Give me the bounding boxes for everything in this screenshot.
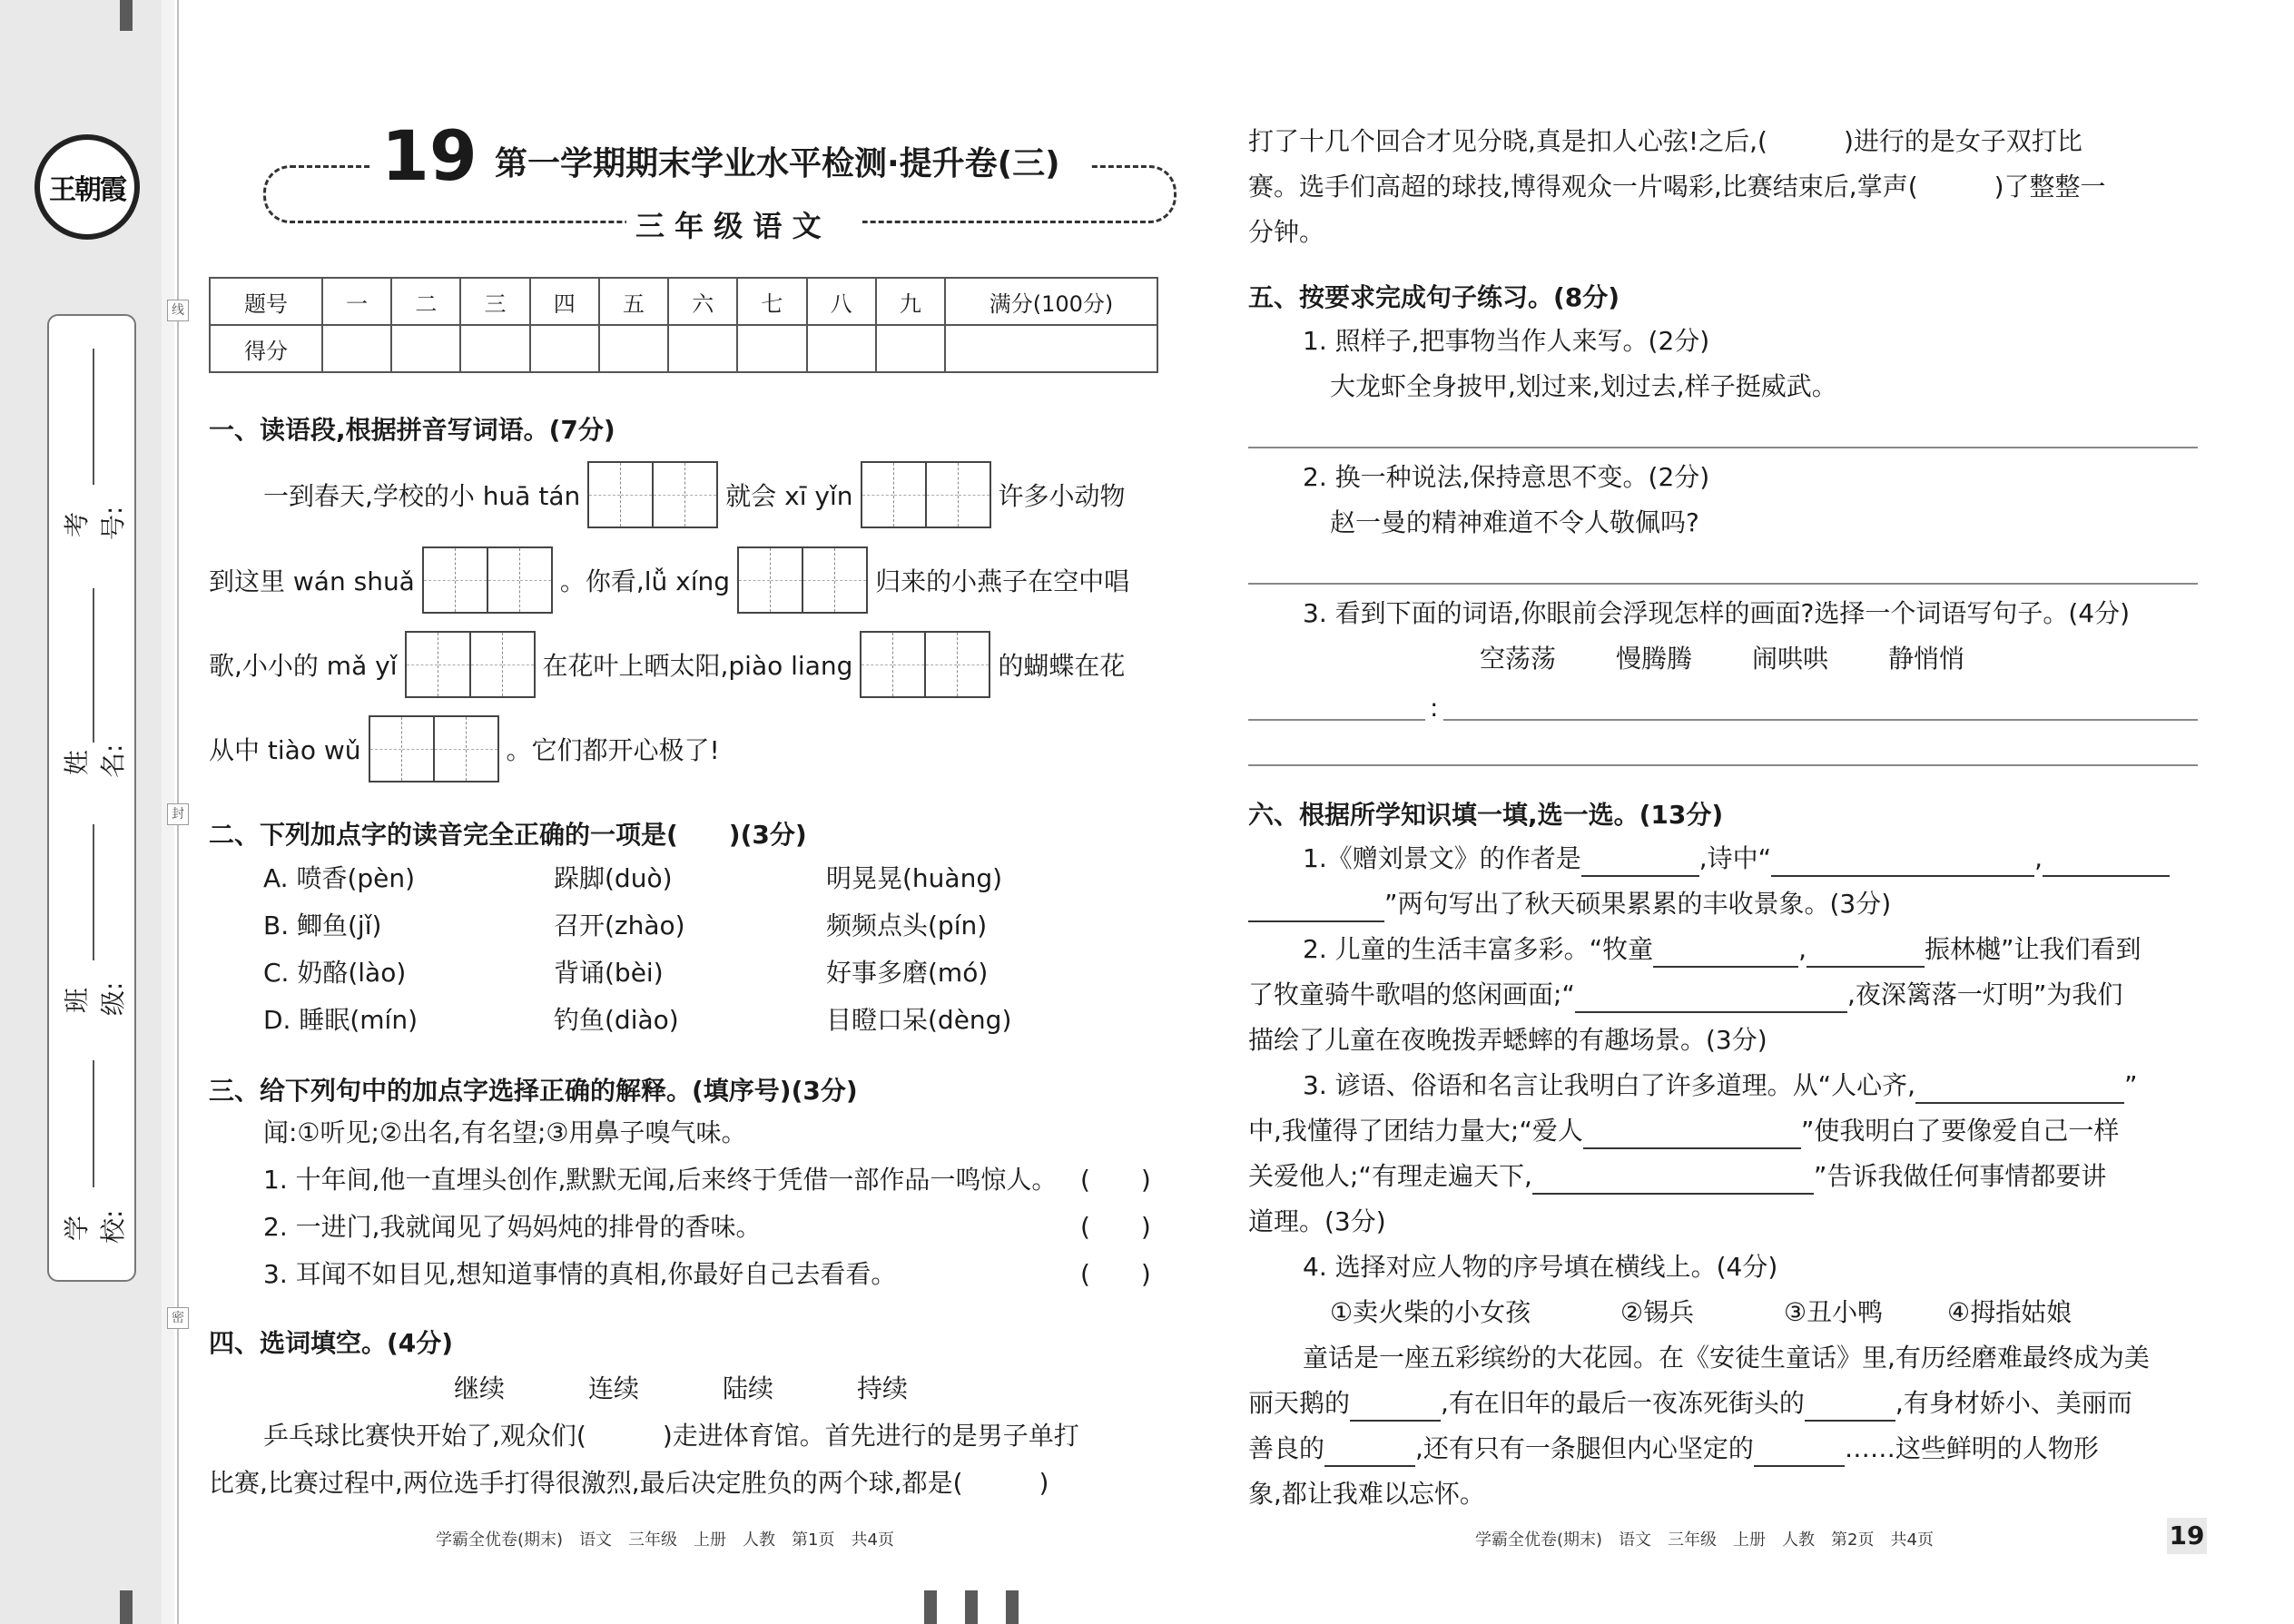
q5-2-prompt: 2. 换一种说法,保持意思不变。(2分)	[1303, 462, 1710, 492]
pinyin-text: 的蝴蝶在花	[998, 651, 1126, 681]
passage-line-2: 比赛,比赛过程中,两位选手打得很激烈,最后决定胜负的两个球,都是( )	[209, 1468, 1049, 1498]
pinyin-text: 许多小动物	[998, 481, 1126, 511]
q6-2-text: 了牧童骑牛歌唱的悠闲画面;“	[1248, 979, 1575, 1009]
name-label: 姓名:	[62, 743, 128, 778]
blank-match-girl[interactable]	[1805, 1394, 1895, 1422]
pinyin-text: 一到春天,学校的小 huā tán	[263, 481, 581, 511]
word-definition: 闻:①听见;②出名,有名望;③用鼻子嗅气味。	[263, 1117, 747, 1147]
full-score-label: 满分(100分)	[945, 278, 1157, 325]
q6-2-text: ,夜深篱落一灯明”为我们	[1846, 979, 2123, 1009]
section-3-title: 三、给下列句中的加点字选择正确的解释。(填序号)(3分)	[209, 1076, 858, 1106]
paper-number: 19	[381, 115, 478, 196]
q6-1-text: 1.《赠刘景文》的作者是	[1303, 843, 1581, 873]
seal-mark-seal: 封	[167, 803, 189, 825]
score-cell[interactable]	[668, 325, 737, 372]
option-d-3: 目瞪口呆(dèng)	[826, 1005, 1012, 1035]
q6-2-text: 振林樾”让我们看到	[1925, 934, 2141, 964]
blank-poem-line-1[interactable]	[1771, 850, 2034, 877]
sentence-1: 1. 十年间,他一直埋头创作,默默无闻,后来终于凭借一部作品一鸣惊人。	[263, 1165, 1058, 1195]
q6-2-line-3: 描绘了儿童在夜晚拨弄蟋蟀的有趣场景。(3分)	[1248, 1025, 1767, 1055]
pinyin-text: 归来的小燕子在空中唱	[875, 566, 1130, 596]
score-cell[interactable]	[737, 325, 806, 372]
q6-1-line-2	[1248, 886, 1891, 922]
q6-3-text: 关爱他人;“有理走遍天下,	[1248, 1161, 1532, 1191]
blank-cricket[interactable]	[1575, 986, 1847, 1013]
q5-1-example: 大龙虾全身披甲,划过来,划过去,样子挺威武。	[1330, 371, 1837, 401]
sentence-2: 2. 一进门,我就闻见了妈妈炖的排骨的香味。	[263, 1212, 762, 1242]
score-cell[interactable]	[391, 325, 460, 372]
header-banner	[263, 115, 1189, 243]
fairy-tale-text: 丽天鹅的	[1248, 1388, 1351, 1418]
fairy-tale-text: ,还有只有一条腿但内心坚定的	[1415, 1433, 1754, 1463]
q6-1-text: ,诗中“	[1698, 843, 1772, 873]
blank-muting-1[interactable]	[1653, 940, 1798, 968]
school-label: 学校:	[62, 1209, 128, 1244]
option-a-1: A. 喷香(pèn)	[263, 863, 416, 893]
q6-3-line-4: 道理。(3分)	[1248, 1206, 1386, 1236]
crop-mark	[120, 0, 133, 31]
passage-continued-3: 分钟。	[1248, 217, 1325, 247]
character-option-3: ③丑小鸭	[1784, 1297, 1884, 1327]
score-col: 三	[460, 278, 529, 325]
blank-poem-line-2a[interactable]	[2043, 850, 2170, 877]
page-badge: 19	[2167, 1518, 2207, 1554]
section-4-title: 四、选词填空。(4分)	[209, 1328, 454, 1358]
q6-3-text: ”使我明白了要像爱自己一样	[1800, 1116, 2120, 1146]
score-label: 得分	[210, 325, 322, 372]
fairy-tale-text: 善良的	[1248, 1433, 1325, 1463]
pinyin-text: 在花叶上晒太阳,piào liang	[542, 651, 853, 681]
passage-continued-1: 打了十几个回合才见分晓,真是扣人心弦!之后,( )进行的是女子双打比	[1248, 126, 2082, 156]
blank-tin-soldier[interactable]	[1754, 1440, 1845, 1467]
right-page-footer: 学霸全优卷(期末) 语文 三年级 上册 人教 第2页 共4页	[1475, 1530, 1934, 1550]
section-5-title: 五、按要求完成句子练习。(8分)	[1248, 282, 1620, 312]
option-a-3: 明晃晃(huàng)	[826, 863, 1003, 893]
q6-3-text: ”告诉我做任何事情都要讲	[1813, 1161, 2107, 1191]
score-col: 五	[599, 278, 668, 325]
word-option-2: 连续	[588, 1373, 640, 1403]
fairy-tale-line-1: 童话是一座五彩缤纷的大花园。在《安徒生童话》里,有历经磨难最终成为美	[1303, 1343, 2150, 1373]
char-box-wan-shua[interactable]	[422, 546, 553, 614]
blank-author[interactable]	[1581, 850, 1699, 877]
option-d-1: D. 睡眠(mín)	[263, 1005, 418, 1035]
right-page	[1248, 0, 2205, 1624]
answer-word-line[interactable]	[1248, 719, 1425, 721]
publisher-logo	[34, 134, 140, 240]
blank-swan[interactable]	[1350, 1394, 1441, 1422]
option-b-1: B. 鲫鱼(jǐ)	[263, 910, 382, 940]
q6-4-prompt: 4. 选择对应人物的序号填在横线上。(4分)	[1303, 1252, 1778, 1282]
section-1-title: 一、读语段,根据拼音写词语。(7分)	[209, 415, 615, 445]
char-box-xi-yin[interactable]	[861, 461, 991, 528]
q5-3-word-3: 闹哄哄	[1752, 644, 1829, 674]
fairy-tale-line-4: 象,都让我难以忘怀。	[1248, 1479, 1485, 1509]
q6-1-line	[1303, 841, 2170, 877]
school-line	[93, 1060, 94, 1187]
sentence-3: 3. 耳闻不如目见,想知道事情的真相,你最好自己去看看。	[263, 1259, 897, 1289]
q6-2-text: 2. 儿童的生活丰富多彩。“牧童	[1303, 934, 1654, 964]
q5-2-example: 赵一曼的精神难道不令人敬佩吗?	[1330, 507, 1699, 537]
left-page	[209, 0, 1162, 1624]
score-table-header-row	[210, 278, 1157, 325]
q5-3-word-2: 慢腾腾	[1616, 644, 1693, 674]
answer-paren-3[interactable]: ( )	[1080, 1259, 1151, 1289]
answer-line-5-1[interactable]	[1248, 447, 2198, 448]
q6-3-text: 3. 谚语、俗语和名言让我明白了许多道理。从“人心齐,	[1303, 1070, 1916, 1100]
score-col: 二	[391, 278, 460, 325]
class-label: 班级:	[62, 981, 128, 1016]
passage-line-1: 乒乓球比赛快开始了,观众们( )走进体育馆。首先进行的是男子单打	[263, 1421, 1079, 1451]
word-option-4: 持续	[857, 1373, 909, 1403]
option-c-2: 背诵(bèi)	[554, 958, 664, 988]
pinyin-text: 。你看,lǚ xíng	[559, 566, 731, 596]
option-a-2: 跺脚(duò)	[554, 863, 673, 893]
q6-2-line	[1303, 931, 2141, 968]
score-cell[interactable]	[876, 325, 945, 372]
pinyin-line-4	[209, 715, 720, 782]
total-score-cell[interactable]	[945, 325, 1157, 372]
score-col: 八	[807, 278, 876, 325]
pinyin-text: 就会 xī yǐn	[725, 481, 853, 511]
q6-1-text: ”两句写出了秋天硕果累累的丰收景象。(3分)	[1384, 889, 1892, 919]
blank-thumbelina[interactable]	[1324, 1440, 1415, 1467]
fairy-tale-text: ,有身材娇小、美丽而	[1895, 1388, 2132, 1418]
score-col: 六	[668, 278, 737, 325]
question-number-label: 题号	[210, 278, 322, 325]
paper-subtitle: 三 年 级 语 文	[635, 209, 822, 243]
q5-3-word-1: 空荡荡	[1480, 644, 1557, 674]
logo-text: 王朝霞	[49, 174, 125, 206]
blank-poem-line-2b[interactable]	[1248, 895, 1384, 922]
pinyin-line-3	[209, 631, 1125, 698]
option-c-3: 好事多磨(mó)	[826, 958, 989, 988]
answer-sentence-line[interactable]	[1443, 719, 2198, 721]
paper-title: 第一学期期末学业水平检测·提升卷(三)	[495, 145, 1060, 182]
q6-3-line	[1303, 1068, 2138, 1104]
pinyin-line-1	[263, 461, 1126, 528]
seal-mark-secret: 密	[167, 1307, 189, 1329]
exam-number-line	[93, 349, 94, 485]
blank-proverb-3[interactable]	[1532, 1167, 1814, 1195]
fairy-tale-text: ,有在旧年的最后一夜冻死街头的	[1441, 1388, 1805, 1418]
fairy-tale-line-2	[1248, 1385, 2132, 1422]
student-info-box	[47, 314, 136, 1282]
q5-3-word-4: 静悄悄	[1888, 644, 1965, 674]
score-col: 七	[737, 278, 806, 325]
score-col: 一	[322, 278, 391, 325]
q5-3-prompt: 3. 看到下面的词语,你眼前会浮现怎样的画面?选择一个词语写句子。(4分)	[1303, 598, 2131, 628]
exam-number-label: 考号:	[62, 506, 128, 540]
section-6-title: 六、根据所学知识填一填,选一选。(13分)	[1248, 800, 1724, 830]
fairy-tale-text: ……这些鲜明的人物形	[1844, 1433, 2099, 1463]
colon: :	[1430, 693, 1439, 723]
character-option-4: ④拇指姑娘	[1947, 1297, 2072, 1327]
seal-mark-line: 线	[167, 300, 189, 321]
option-d-2: 钓鱼(diào)	[554, 1005, 679, 1035]
pinyin-text: 到这里 wán shuǎ	[209, 566, 415, 596]
word-option-1: 继续	[454, 1373, 506, 1403]
score-cell[interactable]	[807, 325, 876, 372]
char-box-tiao-wu[interactable]	[369, 715, 499, 782]
char-box-piao-liang[interactable]	[860, 631, 990, 698]
q6-3-line-3	[1248, 1158, 2106, 1195]
pinyin-text: 歌,小小的 mǎ yǐ	[209, 651, 398, 681]
char-box-lv-xing[interactable]	[737, 546, 868, 614]
pinyin-line-2	[209, 546, 1129, 614]
score-col: 九	[876, 278, 945, 325]
q5-1-prompt: 1. 照样子,把事物当作人来写。(2分)	[1303, 326, 1710, 356]
left-page-footer: 学霸全优卷(期末) 语文 三年级 上册 人教 第1页 共4页	[436, 1530, 894, 1550]
option-b-3: 频频点头(pín)	[826, 910, 988, 940]
q6-3-line-2	[1248, 1113, 2119, 1149]
pinyin-text: 从中 tiào wǔ	[209, 735, 361, 765]
score-table	[209, 277, 1158, 373]
character-option-2: ②锡兵	[1620, 1297, 1695, 1327]
crop-mark	[120, 1590, 133, 1624]
score-col: 四	[530, 278, 599, 325]
blank-muting-2[interactable]	[1807, 940, 1925, 968]
score-table-score-row	[210, 325, 1157, 372]
passage-continued-2: 赛。选手们高超的球技,博得观众一片喝彩,比赛结束后,掌声( )了整整一	[1248, 172, 2106, 202]
char-box-hua-tan[interactable]	[587, 461, 718, 528]
score-cell[interactable]	[322, 325, 391, 372]
char-box-ma-yi[interactable]	[405, 631, 536, 698]
q6-2-text: ,	[1798, 934, 1807, 964]
character-option-1: ①卖火柴的小女孩	[1330, 1297, 1531, 1327]
answer-paren-2[interactable]: ( )	[1080, 1212, 1151, 1242]
q6-1-text: ,	[2034, 843, 2043, 873]
name-line	[93, 588, 94, 743]
class-line	[93, 824, 94, 960]
pinyin-text: 。它们都开心极了!	[506, 735, 720, 765]
answer-sentence-line-2[interactable]	[1248, 764, 2198, 766]
blank-proverb-2[interactable]	[1583, 1122, 1801, 1149]
blank-proverb-1[interactable]	[1915, 1077, 2124, 1104]
q6-3-text: 中,我懂得了团结力量大;“爱人	[1248, 1116, 1583, 1146]
section-2-title: 二、下列加点字的读音完全正确的一项是( )(3分)	[209, 820, 807, 850]
q6-3-text: ”	[2124, 1070, 2138, 1100]
word-option-3: 陆续	[723, 1373, 774, 1403]
q6-2-line-2	[1248, 977, 2122, 1013]
fairy-tale-line-3	[1248, 1431, 2099, 1467]
score-cell[interactable]	[460, 325, 529, 372]
score-cell[interactable]	[530, 325, 599, 372]
score-cell[interactable]	[599, 325, 668, 372]
option-b-2: 召开(zhào)	[554, 910, 685, 940]
answer-line-5-2[interactable]	[1248, 583, 2198, 585]
answer-paren-1[interactable]: ( )	[1080, 1165, 1151, 1195]
option-c-1: C. 奶酪(lào)	[263, 958, 407, 988]
